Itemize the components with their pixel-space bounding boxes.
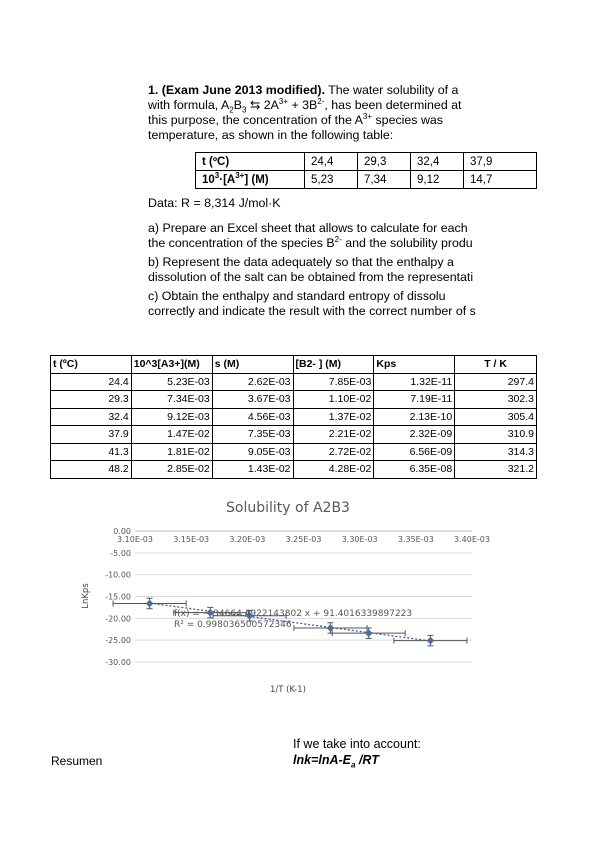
x-tick-label: 3.35E-03	[397, 535, 434, 544]
chart-title: Solubility of A2B3	[226, 500, 350, 516]
label-part: ·[A	[219, 173, 236, 186]
table-cell: 302.3	[455, 391, 537, 409]
intro-text: temperature, as shown in the following table:	[148, 128, 394, 142]
table-cell: 1.10E-02	[293, 391, 374, 409]
table-row	[51, 408, 537, 426]
table-cell: 7,34	[358, 171, 411, 189]
column-header: t (ºC)	[51, 356, 132, 374]
chart-svg	[50, 490, 550, 715]
table-cell: 4.28E-02	[293, 461, 374, 479]
table-cell: 314.3	[455, 443, 537, 461]
x-tick-label: 3.15E-03	[173, 535, 210, 544]
question-c-line-2: correctly and indicate the result with the correct number of s	[148, 304, 476, 318]
question-b-line-2: dissolution of the salt can be obtained from the representati	[148, 270, 474, 284]
y-tick-label: -30.00	[105, 658, 131, 667]
given-data-table	[195, 152, 537, 189]
spreadsheet-table	[50, 355, 537, 479]
exercise-line-4	[148, 128, 538, 143]
table-cell: 2.72E-02	[293, 443, 374, 461]
table-cell: 3.67E-03	[212, 391, 293, 409]
table-row	[51, 426, 537, 444]
question-text: the concentration of the species B	[148, 236, 335, 250]
x-tick-label: 3.40E-03	[454, 535, 490, 544]
table-cell: 321.2	[455, 461, 537, 479]
table-row	[51, 373, 537, 391]
data-point	[327, 625, 333, 631]
table-cell: 7.34E-03	[131, 391, 212, 409]
question-a-line-2	[148, 236, 538, 251]
table-cell: 24,4	[305, 153, 358, 171]
table-row	[51, 391, 537, 409]
x-tick-label: 3.10E-03	[117, 535, 153, 544]
table-cell: 2.32E-09	[374, 426, 455, 444]
table-cell: 305.4	[455, 408, 537, 426]
table-cell: 37.9	[51, 426, 132, 444]
data-point	[146, 600, 152, 606]
table-cell: 9.05E-03	[212, 443, 293, 461]
reaction-text: B	[233, 98, 242, 112]
table-cell: 2.13E-10	[374, 408, 455, 426]
y-tick-label: -20.00	[105, 614, 131, 624]
table-row	[196, 153, 537, 171]
data-point	[427, 637, 433, 643]
table-cell: 37,9	[464, 153, 537, 171]
label-part: ] (M)	[244, 173, 269, 186]
formula-part: lnk=lnA-E	[293, 753, 351, 767]
table-cell: 7.85E-03	[293, 373, 374, 391]
table-cell: 32.4	[51, 408, 132, 426]
table-cell: 48.2	[51, 461, 132, 479]
given-data-table-wrap	[195, 152, 538, 189]
table-row-label: t (ºC)	[196, 153, 305, 171]
reaction-text: , has been determined at	[324, 98, 462, 112]
table-cell: 14,7	[464, 171, 537, 189]
y-tick-label: -5.00	[110, 548, 131, 558]
formula-sub: a	[351, 760, 356, 770]
table-cell: 310.9	[455, 426, 537, 444]
x-tick-label: 3.20E-03	[229, 535, 266, 544]
table-cell: 1.81E-02	[131, 443, 212, 461]
reaction-sup: 2-	[317, 98, 325, 106]
table-cell: 4.56E-03	[212, 408, 293, 426]
reaction-text: ⇆ 2A	[246, 98, 279, 112]
exercise-line-1	[148, 83, 538, 98]
table-cell: 1.37E-02	[293, 408, 374, 426]
label-sup: 3+	[235, 170, 245, 180]
label-sup: 3	[214, 170, 220, 180]
table-cell: 6.56E-09	[374, 443, 455, 461]
y-tick-label: -10.00	[105, 570, 131, 580]
table-cell: 5.23E-03	[131, 373, 212, 391]
table-cell: 2.62E-03	[212, 373, 293, 391]
table-cell: 1.43E-02	[212, 461, 293, 479]
exercise-line-2	[148, 98, 538, 113]
table-cell: 29,3	[358, 153, 411, 171]
table-row	[51, 443, 537, 461]
intro-sup: 3+	[362, 113, 373, 121]
exercise-line-3	[148, 113, 538, 128]
column-header: T / K	[455, 356, 537, 374]
table-cell: 2.85E-02	[131, 461, 212, 479]
data-line: Data: R = 8,314 J/mol·K	[148, 196, 281, 210]
table-cell: 41.3	[51, 443, 132, 461]
x-tick-label: 3.30E-03	[341, 535, 378, 544]
spreadsheet-header-row	[51, 356, 537, 374]
table-cell: 24.4	[51, 373, 132, 391]
reaction-sub: 2	[229, 105, 234, 113]
label-part: 10	[202, 173, 215, 186]
column-header: s (M)	[212, 356, 293, 374]
table-row	[196, 171, 537, 189]
trendline-equation: f(x) = − 34664.4922143802 x + 91.4016339897223	[174, 609, 413, 619]
spreadsheet-wrap	[50, 355, 537, 479]
column-header: 10^3[A3+](M)	[131, 356, 212, 374]
x-tick-label: 3.25E-03	[285, 535, 322, 544]
column-header: [B2- ] (M)	[293, 356, 374, 374]
account-note: If we take into account:	[293, 737, 421, 751]
question-text: and the solubility produ	[341, 236, 473, 250]
y-tick-label: 0.00	[113, 527, 131, 536]
reaction-text: + 3B	[288, 98, 318, 112]
plot-area	[105, 527, 490, 667]
question-c-line-1: c) Obtain the enthalpy and standard entropy of dissolu	[148, 289, 446, 303]
table-row-label	[196, 171, 305, 189]
table-cell: 6.35E-08	[374, 461, 455, 479]
question-b-line-1: b) Represent the data adequately so that the enthalpy a	[148, 255, 454, 269]
reaction-sub: 3	[241, 105, 247, 113]
y-tick-label: -25.00	[105, 636, 131, 646]
solubility-chart	[50, 490, 550, 715]
table-row	[51, 461, 537, 479]
reaction-text: with formula, A	[148, 98, 230, 112]
summary-label: Resumen	[51, 754, 103, 768]
table-cell: 5,23	[305, 171, 358, 189]
table-cell: 7.35E-03	[212, 426, 293, 444]
table-cell: 297.4	[455, 373, 537, 391]
table-cell: 2.21E-02	[293, 426, 374, 444]
column-header: Kps	[374, 356, 455, 374]
y-tick-label: -15.00	[105, 592, 131, 602]
reaction-sup: 3+	[278, 98, 288, 106]
table-cell: 1.47E-02	[131, 426, 212, 444]
table-cell: 29.3	[51, 391, 132, 409]
formula-part: /RT	[355, 753, 379, 767]
question-sup: 2-	[334, 236, 342, 244]
r-squared-label: R² = 0.998036500572346	[174, 620, 292, 630]
intro-text: this purpose, the concentration of the A	[148, 113, 363, 127]
table-cell: 9.12E-03	[131, 408, 212, 426]
y-axis-label: LnKps	[81, 583, 91, 609]
table-cell: 9,12	[411, 171, 464, 189]
intro-text: species was	[372, 113, 443, 127]
data-point	[365, 630, 371, 636]
exercise-intro: The water solubility of a	[328, 83, 459, 97]
table-cell: 32,4	[411, 153, 464, 171]
x-axis-label: 1/T (K-1)	[270, 685, 306, 695]
question-a-line-1: a) Prepare an Excel sheet that allows to calculate for each	[148, 221, 468, 235]
table-cell: 7.19E-11	[374, 391, 455, 409]
table-cell: 1.32E-11	[374, 373, 455, 391]
exercise-heading: 1. (Exam June 2013 modified).	[148, 83, 325, 97]
formula	[293, 753, 379, 770]
